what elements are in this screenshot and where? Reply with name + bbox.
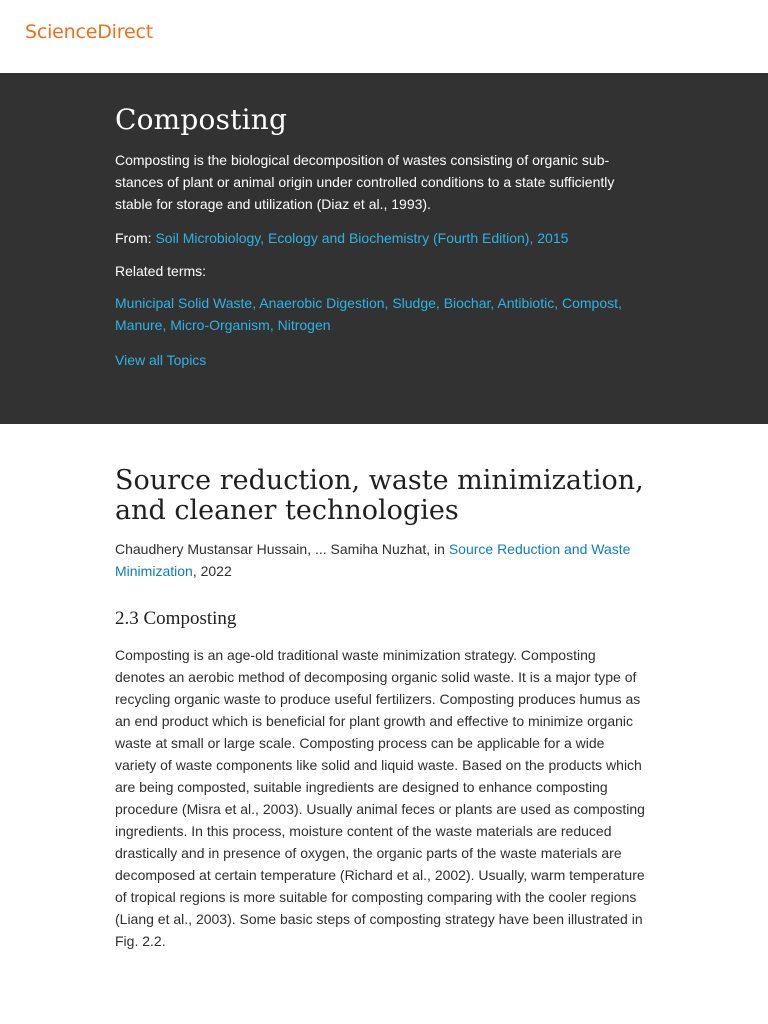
article-title[interactable]: Source reduction, waste minimization, and cleaner technologies — [115, 465, 644, 526]
related-term-link[interactable]: Compost — [562, 295, 619, 311]
related-term-link[interactable]: Manure — [115, 317, 163, 333]
sciencedirect-logo[interactable]: ScienceDirect — [25, 21, 153, 43]
from-label: From: — [115, 230, 152, 246]
related-term-link[interactable]: Biochar — [443, 295, 491, 311]
related-terms-label: Related terms: — [115, 263, 207, 279]
section-heading: 2.3 Composting — [115, 608, 237, 629]
article-authors: Chaudhery Mustansar Hussain, ... Samiha Nuzhat, in — [115, 541, 445, 557]
top-bar — [0, 0, 768, 73]
related-term-link[interactable]: Antibiotic — [497, 295, 555, 311]
view-all-topics-link[interactable]: View all Topics — [115, 352, 207, 368]
source-link[interactable]: Soil Microbiology, Ecology and Biochemistry (Fourth Edition), 2015 — [155, 230, 569, 246]
topic-source — [115, 227, 568, 249]
related-term-link[interactable]: Micro-Organism — [170, 317, 270, 333]
topic-definition: Composting is the biological decomposition of wastes consisting of organic sub-stances of plant or animal origin under controlled conditions to a state sufficiently stable for storage and utilization (Diaz et al., 1993). — [115, 152, 615, 212]
article-body: Composting is an age-old traditional waste minimization strategy. Composting denotes an aerobic method of decomposing organic solid waste. It is a major type of recycling organic waste to produce useful fertilizers. Composting produces humus as an end product which is beneficial for plant growth and effective to minimize organic waste at small or large scale. Composting process can be applicable for a wide variety of waste components like solid and liquid waste. Based on the products which are being composted, suitable ingredients are designed to enhance composting procedure (Misra et al., 2003). Usually animal feces or plants are used as composting ingredients. In this process, moisture content of the waste materials are reduced drastically and in presence of oxygen, the organic parts of the waste materials are decomposed at certain temperature (Richard et al., 2002). Usually, warm temperature of tropical regions is more suitable for composting comparing with the cooler regions (Liang et al., 2003). Some basic steps of composting strategy have been illustrated in Fig. 2.2. — [115, 647, 645, 949]
book-title-link[interactable]: Source Reduction and Waste Minimization — [115, 541, 631, 579]
related-term-link[interactable]: Sludge — [392, 295, 436, 311]
topic-title: Composting — [115, 103, 288, 136]
article-year: , 2022 — [192, 563, 232, 579]
related-terms-list: Municipal Solid Waste, Anaerobic Digestion, Sludge, Biochar, Antibiotic, Compost, Manure, Micro-Organism, Nitrogen — [115, 295, 622, 333]
related-term-link[interactable]: Nitrogen — [277, 317, 331, 333]
topic-panel — [0, 73, 768, 424]
article-meta — [115, 538, 645, 582]
related-term-link[interactable]: Anaerobic Digestion — [259, 295, 385, 311]
related-term-link[interactable]: Municipal Solid Waste — [115, 295, 253, 311]
